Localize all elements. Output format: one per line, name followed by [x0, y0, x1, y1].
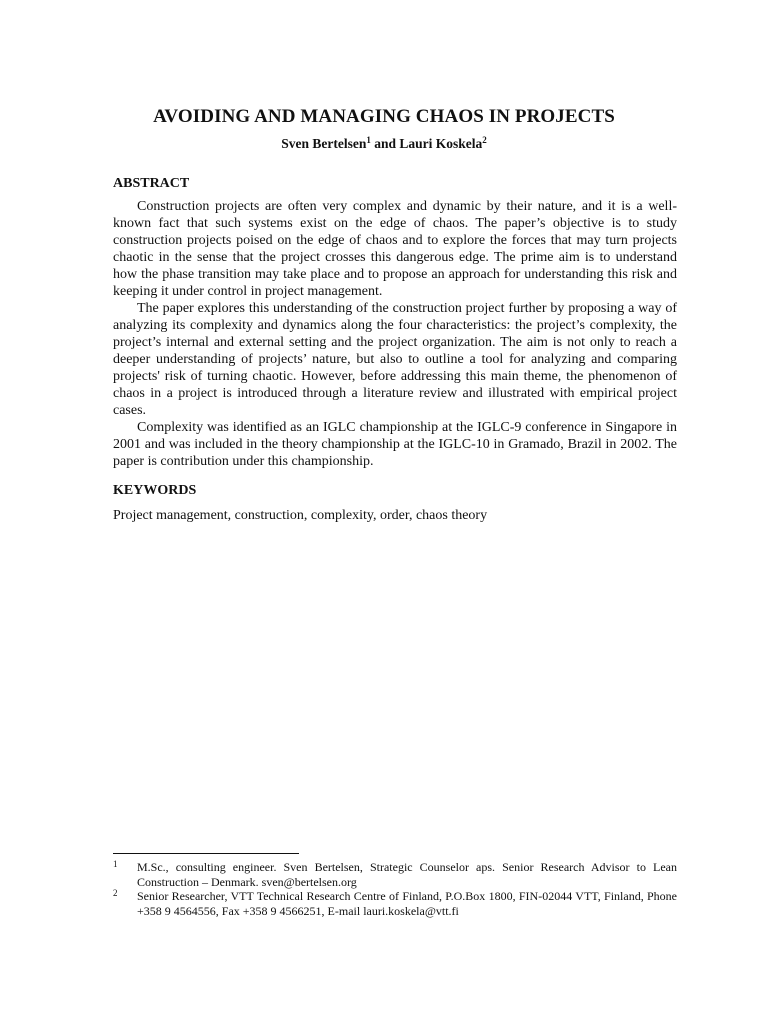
author-separator: and: [370, 136, 400, 151]
footnote-text: Senior Researcher, VTT Technical Research Centre of Finland, P.O.Box 1800, FIN-02044 VTT, Finland, Phone +358 9 4564556, Fax +358 9 4566251, E-mail lauri.koskela@vtt.fi: [137, 889, 677, 918]
paper-title: AVOIDING AND MANAGING CHAOS IN PROJECTS: [153, 106, 615, 127]
abstract-paragraph: Complexity was identified as an IGLC championship at the IGLC-9 conference in Singapore in 2001 and was included in the theory championship at the IGLC-10 in Gramado, Brazil in 2002. The paper is contribution under this championship.: [113, 420, 677, 469]
footnote-marker: 2: [113, 888, 118, 898]
footnote-text: M.Sc., consulting engineer. Sven Bertelsen, Strategic Counselor aps. Senior Research Advisor to Lean Construction – Denmark. sven@bertelsen.org: [137, 860, 677, 889]
footnote: [113, 889, 677, 918]
author-footnote-marker: 1: [366, 135, 371, 145]
footnote-divider: [113, 853, 299, 854]
footnote-marker: 1: [113, 859, 118, 869]
abstract-heading: ABSTRACT: [113, 176, 190, 191]
abstract-body: [113, 198, 677, 470]
author-footnote-marker: 2: [482, 135, 487, 145]
author-line: [0, 136, 768, 152]
author-name: Sven Bertelsen: [281, 136, 367, 151]
abstract-paragraph: The paper explores this understanding of the construction project further by proposing a way of analyzing its complexity and dynamics along the four characteristics: the project’s complexity, the project’s internal and external setting and the project organization. The aim is not only to reach a deeper understanding of projects’ nature, but also to outline a tool for analyzing and comparing projects' risk of turning chaotic. However, before addressing this main theme, the phenomenon of chaos in a project is introduced through a literature review and illustrated with empirical project cases.: [113, 301, 677, 418]
keywords-heading: KEYWORDS: [113, 483, 197, 498]
abstract-paragraph: Construction projects are often very complex and dynamic by their nature, and it is a well-known fact that such systems exist on the edge of chaos. The paper’s objective is to study construction projects poised on the edge of chaos and to explore the forces that may turn projects chaotic in the sense that the project crosses this dangerous edge. The prime aim is to understand how the phase transition may take place and to propose an approach for understanding this risk and keeping it under control in project management.: [113, 199, 677, 299]
author-name: Lauri Koskela: [399, 136, 483, 151]
keywords-text: Project management, construction, complexity, order, chaos theory: [113, 508, 488, 523]
footnotes: [113, 860, 677, 918]
footnote: [113, 860, 677, 889]
